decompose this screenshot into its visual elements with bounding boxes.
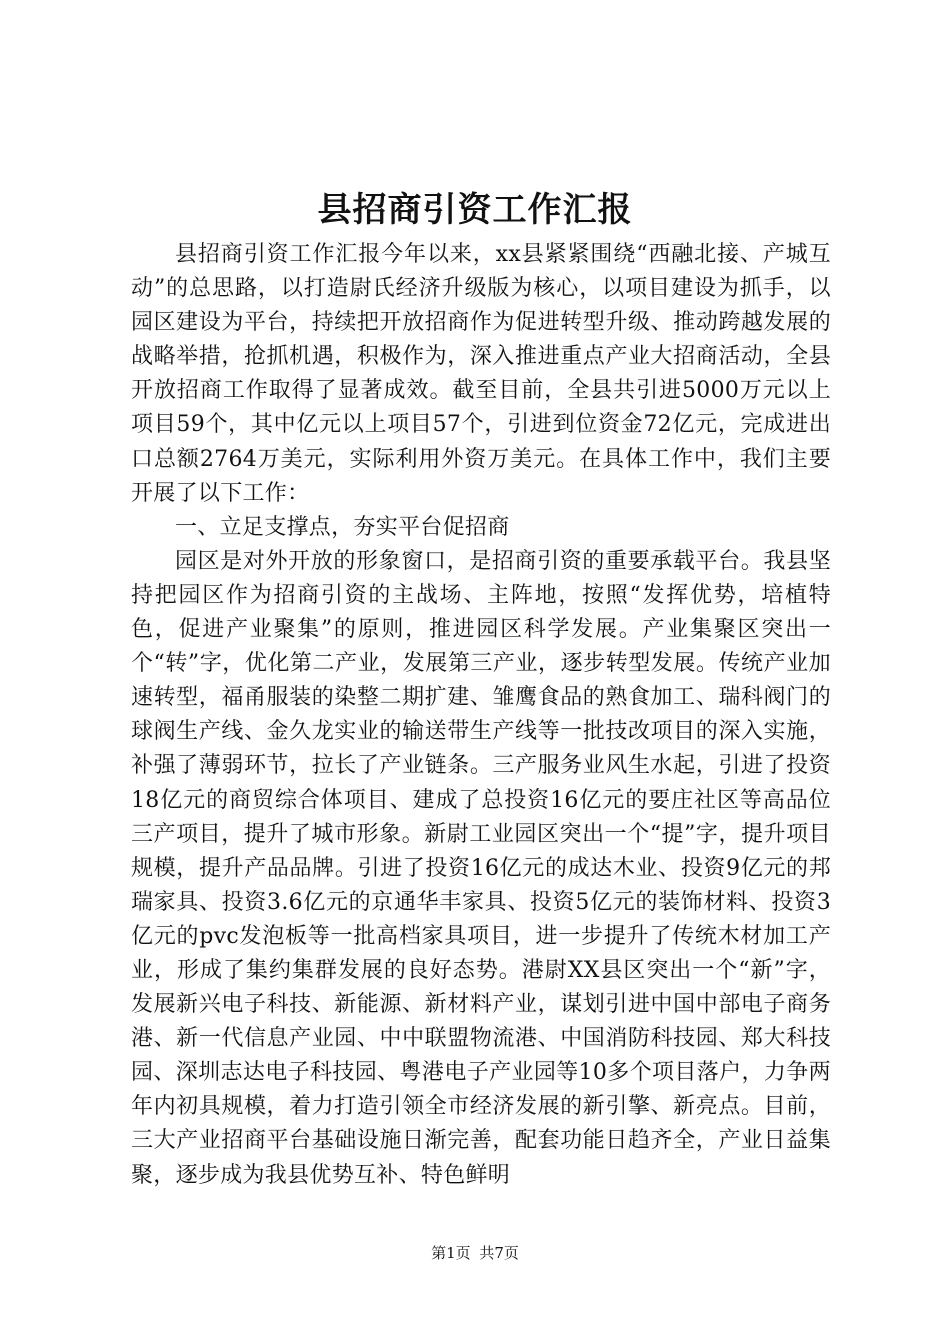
section-heading: 一、立足支撑点，夯实平台促招商 bbox=[175, 514, 510, 540]
intro-paragraph: 县招商引资工作汇报今年以来，xx县紧紧围绕“西融北接、产城互动”的总思路，以打造尉氏经济升级版为核心，以项目建设为抓手，以园区建设为平台，持续把开放招商作为促进转型升级、推动跨越发展的战略举措，抢抓机遇，积极作为，深入推进重点产业大招商活动，全县开放招商工作取得了显著成效。截至目前，全县共引进5000万元以上项目59个，其中亿元以上项目57个，引进到位资金72亿元，完成进出口总额2764万美元，实际利用外资万美元。在具体工作中，我们主要开展了以下工作： bbox=[131, 242, 831, 506]
document-body bbox=[131, 238, 831, 1193]
body-paragraph: 园区是对外开放的形象窗口，是招商引资的重要承载平台。我县坚持把园区作为招商引资的主战场、主阵地，按照“发挥优势，培植特色，促进产业聚集”的原则，推进园区科学发展。产业集聚区突出一个“转”字，优化第二产业，发展第三产业，逐步转型发展。传统产业加速转型，福甬服装的染整二期扩建、雏鹰食品的熟食加工、瑞科阀门的球阀生产线、金久龙实业的输送带生产线等一批技改项目的深入实施，补强了薄弱环节，拉长了产业链条。三产服务业风生水起，引进了投资18亿元的商贸综合体项目、建成了总投资16亿元的要庄社区等高品位三产项目，提升了城市形象。新尉工业园区突出一个“提”字，提升项目规模，提升产品品牌。引进了投资16亿元的成达木业、投资9亿元的邦瑞家具、投资3.6亿元的京通华丰家具、投资5亿元的装饰材料、投资3亿元的pvc发泡板等一批高档家具项目，进一步提升了传统木材加工产业，形成了集约集群发展的良好态势。港尉XX县区突出一个“新”字，发展新兴电子科技、新能源、新材料产业，谋划引进中国中部电子商务港、新一代信息产业园、中中联盟物流港、中国消防科技园、郑大科技园、深圳志达电子科技园、粤港电子产业园等10多个项目落户，力争两年内初具规模，着力打造引领全市经济发展的新引擎、新亮点。目前，三大产业招商平台基础设施日渐完善，配套功能日趋齐全，产业日益集聚，逐步成为我县优势互补、特色鲜明 bbox=[131, 548, 831, 1188]
page-footer: 第1页 共7页 bbox=[431, 1244, 519, 1262]
document-title: 县招商引资工作汇报 bbox=[317, 190, 633, 230]
